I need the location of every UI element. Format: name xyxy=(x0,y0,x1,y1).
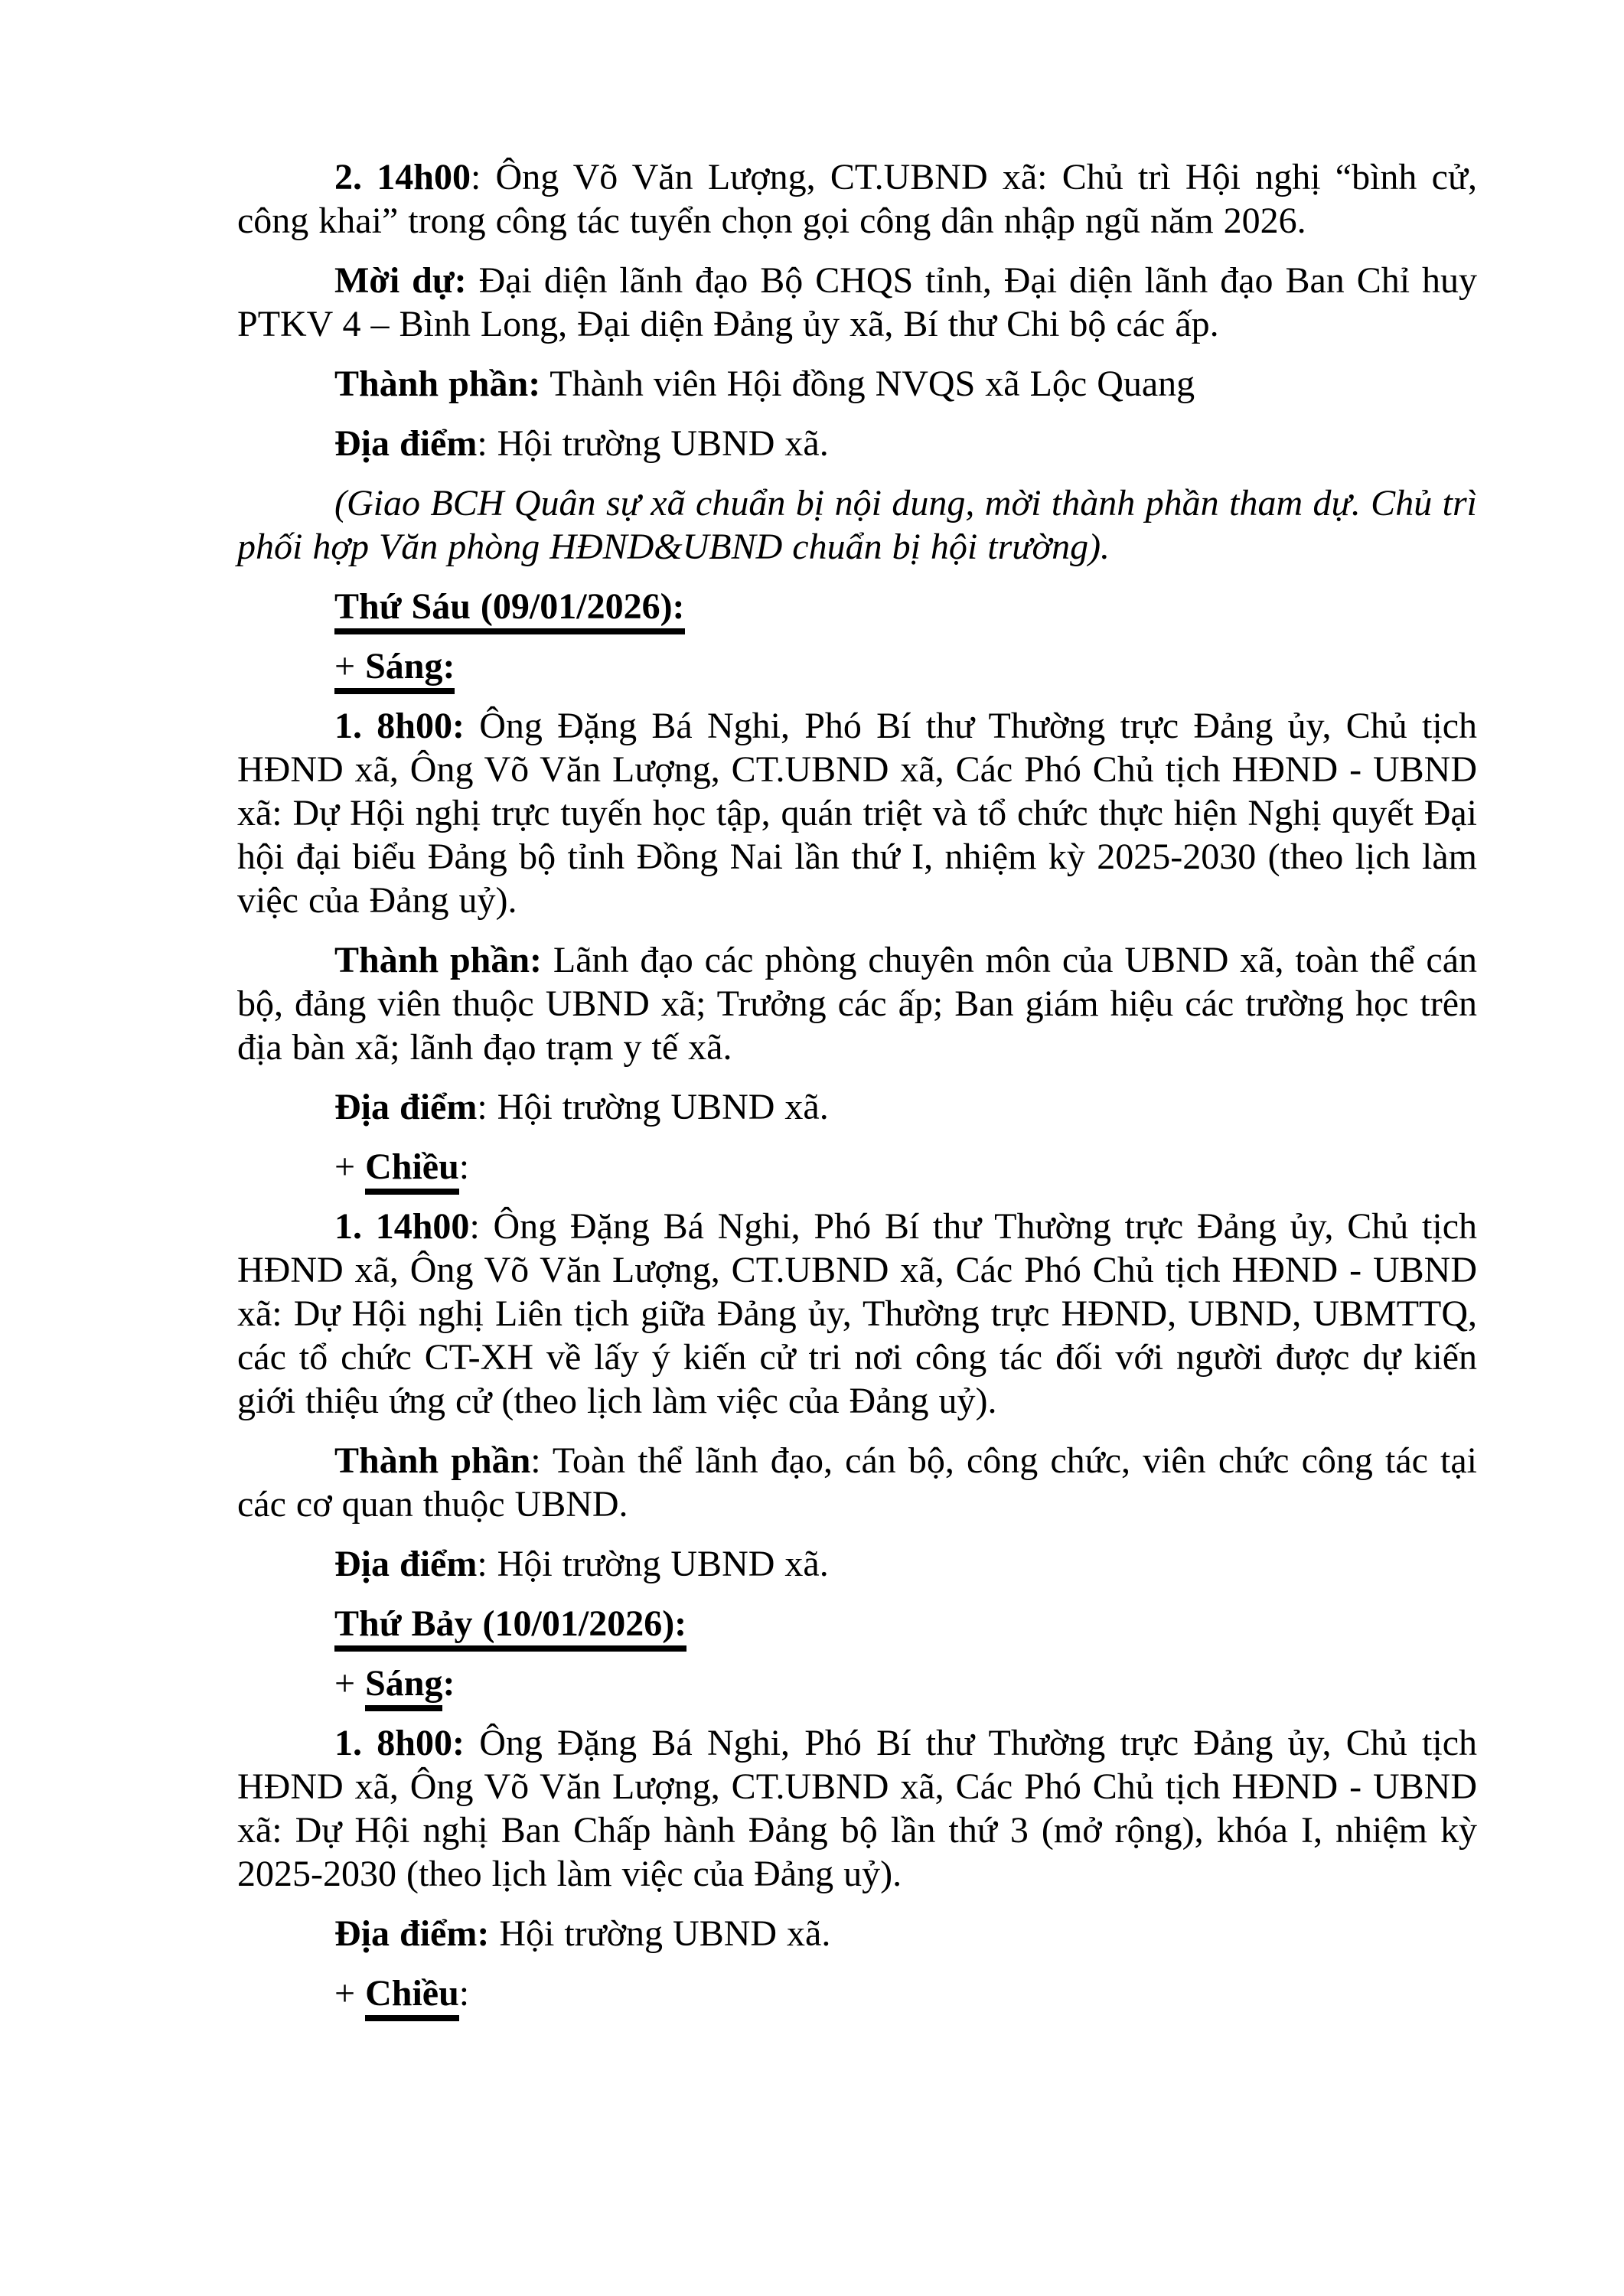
text-segment: + xyxy=(334,1663,366,1704)
heading-thu-bay xyxy=(237,1602,1477,1645)
text-segment: Thành phần: xyxy=(334,940,543,980)
text-segment: Ông Đặng Bá Nghi, Phó Bí thư Thường trực Đảng ủy, Chủ tịch HĐND xã, Ông Võ Văn Lượng, CT.UBND xã, Các Phó Chủ tịch HĐND - UBND xã: Dự Hội nghị Ban Chấp hành Đảng bộ lần thứ 3 (mở rộng), khóa I, nhiệm kỳ 2025-2030 (theo lịch làm việc của Đảng uỷ). xyxy=(237,1723,1478,1894)
session-chieu-1 xyxy=(237,1145,1477,1189)
text-segment: Thành phần xyxy=(334,1440,531,1481)
text-segment: 1. 8h00: xyxy=(334,1723,465,1763)
text-segment: + xyxy=(334,1146,366,1187)
thanh-phan-1 xyxy=(237,362,1477,406)
text-segment: : Ông Đặng Bá Nghi, Phó Bí thư Thường trực Đảng ủy, Chủ tịch HĐND xã, Ông Võ Văn Lượng, CT.UBND xã, Các Phó Chủ tịch HĐND - UBND xã: Dự Hội nghị Liên tịch giữa Đảng ủy, Thường trực HĐND, UBND, UBMTTQ, các tổ chức CT-XH về lấy ý kiến cử tri nơi công tác đối với người được dự kiến giới thiệu ứng cử (theo lịch làm việc của Đảng uỷ). xyxy=(237,1206,1477,1421)
text-segment: Địa điểm xyxy=(334,1544,478,1584)
text-segment: : Hội trường UBND xã. xyxy=(477,1544,829,1584)
text-segment: + xyxy=(334,1973,366,2014)
session-sang-1 xyxy=(237,644,1477,688)
dia-diem-3 xyxy=(237,1542,1477,1586)
moi-du xyxy=(237,259,1477,346)
text-segment: Địa điểm xyxy=(334,423,478,464)
text-segment: : xyxy=(458,1973,470,2014)
dia-diem-4 xyxy=(237,1912,1477,1955)
text-segment: : Hội trường UBND xã. xyxy=(477,423,829,464)
text-segment: Mời dự: xyxy=(334,260,467,301)
text-segment: Chiều xyxy=(365,1973,459,2021)
text-segment: : Hội trường UBND xã. xyxy=(477,1087,829,1127)
dia-diem-1 xyxy=(237,422,1477,465)
text-segment: Địa điểm: xyxy=(334,1913,490,1954)
text-segment: (Giao BCH Quân sự xã chuẩn bị nội dung, mời thành phần tham dự. Chủ trì phối hợp Văn phòng HĐND&UBND chuẩn bị hội trường). xyxy=(237,483,1477,567)
heading-thu-sau xyxy=(237,585,1477,628)
text-segment: 2. 14h00 xyxy=(334,157,471,197)
text-segment: Ông Đặng Bá Nghi, Phó Bí thư Thường trực Đảng ủy, Chủ tịch HĐND xã, Ông Võ Văn Lượng, CT.UBND xã, Các Phó Chủ tịch HĐND - UBND xã: Dự Hội nghị trực tuyến học tập, quán triệt và tổ chức thực hiện Nghị quyết Đại hội đại biểu Đảng bộ tỉnh Đồng Nai lần thứ I, nhiệm kỳ 2025-2030 (theo lịch làm việc của Đảng uỷ). xyxy=(237,706,1478,921)
session-sang-2 xyxy=(237,1662,1477,1705)
text-segment: : Toàn thể lãnh đạo, cán bộ, công chức, viên chức công tác tại các cơ quan thuộc UBND. xyxy=(237,1440,1478,1525)
session-chieu-2 xyxy=(237,1971,1477,2015)
text-segment: Thứ Bảy (10/01/2026): xyxy=(334,1603,686,1652)
text-segment: 1. 8h00: xyxy=(334,706,465,746)
text-segment: Chiều xyxy=(365,1146,459,1195)
item-1-8h00-sat xyxy=(237,1721,1477,1896)
text-segment: Lãnh đạo các phòng chuyên môn của UBND xã, toàn thể cán bộ, đảng viên thuộc UBND xã; Trưởng các ấp; Ban giám hiệu các trường học trên địa bàn xã; lãnh đạo trạm y tế xã. xyxy=(237,940,1478,1068)
text-segment: Sáng: xyxy=(365,646,455,694)
text-segment: Thành phần: xyxy=(334,364,541,404)
text-segment: Đại diện lãnh đạo Bộ CHQS tỉnh, Đại diện lãnh đạo Ban Chỉ huy PTKV 4 – Bình Long, Đại diện Đảng ủy xã, Bí thư Chi bộ các ấp. xyxy=(237,260,1478,344)
text-segment: + xyxy=(334,646,365,694)
item-2-14h00 xyxy=(237,155,1477,243)
text-segment: Thành viên Hội đồng NVQS xã Lộc Quang xyxy=(540,364,1195,404)
dia-diem-2 xyxy=(237,1085,1477,1129)
text-segment: : xyxy=(442,1663,455,1704)
text-segment: Thứ Sáu (09/01/2026): xyxy=(334,586,685,634)
note-giao-bch xyxy=(237,481,1477,569)
item-1-14h00-fri xyxy=(237,1205,1477,1423)
thanh-phan-2 xyxy=(237,938,1477,1069)
text-segment: Sáng xyxy=(365,1663,442,1711)
text-segment: : Ông Võ Văn Lượng, CT.UBND xã: Chủ trì Hội nghị “bình cử, công khai” trong công tác tuyển chọn gọi công dân nhập ngũ năm 2026. xyxy=(237,157,1477,241)
text-segment: Hội trường UBND xã. xyxy=(489,1913,831,1954)
text-segment: : xyxy=(458,1146,470,1187)
text-segment: 1. 14h00 xyxy=(334,1206,470,1247)
text-segment: Địa điểm xyxy=(334,1087,478,1127)
thanh-phan-3 xyxy=(237,1439,1477,1526)
item-1-8h00-fri xyxy=(237,704,1477,922)
